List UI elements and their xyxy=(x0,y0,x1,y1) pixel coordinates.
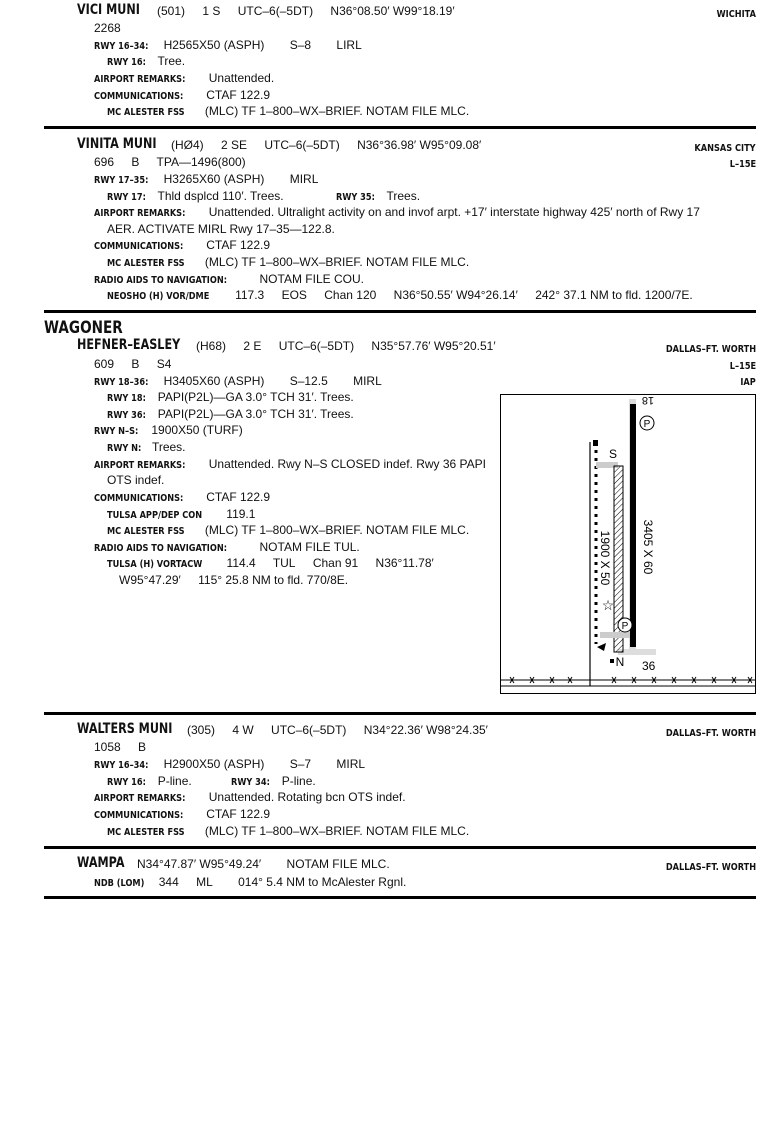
vinita-radio xyxy=(94,272,364,286)
vinita-radio-label: RADIO AIDS TO NAVIGATION: xyxy=(94,275,227,286)
vinita-navaid-chan: Chan 120 xyxy=(324,288,377,302)
vici-rwy-s: S–8 xyxy=(289,38,312,52)
wagoner-navaid-chan: Chan 91 xyxy=(312,556,359,570)
walters-comm-text: CTAF 122.9 xyxy=(206,807,271,821)
vici-remarks-label: AIRPORT REMARKS: xyxy=(94,74,186,85)
walters-fss xyxy=(107,824,469,838)
vici-remarks-text: Unattended. xyxy=(208,71,275,85)
vinita-coords: N36°36.98′ W95°09.08′ xyxy=(357,138,482,152)
wagoner-app-text: 119.1 xyxy=(226,507,256,521)
walters-utc: UTC–6(–5DT) xyxy=(271,723,347,737)
vici-ident: (501) xyxy=(157,4,186,18)
wagoner-navaid-lon: W95°47.29′ xyxy=(119,573,181,587)
vinita-navaid-freq: 117.3 xyxy=(235,288,265,302)
wagoner-chart: L–15E xyxy=(729,361,756,372)
wampa-coords: N34°47.87′ W95°49.24′ xyxy=(137,857,262,871)
vinita-rwy17-label: RWY 17: xyxy=(107,192,146,203)
vici-rwy16-text: Tree. xyxy=(157,54,186,68)
wagoner-ident: (H68) xyxy=(196,339,227,353)
wampa-notam: NOTAM FILE MLC. xyxy=(286,857,390,871)
wampa-sectional: DALLAS–FT. WORTH xyxy=(665,862,756,873)
vinita-navaid-brg: 242° 37.1 NM to fld. 1200/7E. xyxy=(535,288,693,302)
vinita-navaid-label: NEOSHO (H) VOR/DME xyxy=(107,291,210,302)
wagoner-elev: 609 xyxy=(94,357,115,371)
vinita-tpa: TPA—1496(800) xyxy=(156,155,246,169)
vinita-navaid-coords: N36°50.55′ W94°26.14′ xyxy=(393,288,518,302)
walters-comm xyxy=(94,807,270,821)
wagoner-rwy2-label: RWY N–S: xyxy=(94,426,139,437)
runway-18-36 xyxy=(630,404,636,647)
wagoner-app xyxy=(107,507,255,521)
vici-rwy-text: H2565X50 (ASPH) xyxy=(163,38,265,52)
wagoner-fuel2: S4 xyxy=(156,357,172,371)
vinita-comm xyxy=(94,238,270,252)
walters-rwy16-label: RWY 16: xyxy=(107,777,146,788)
vinita-fss-label: MC ALESTER FSS xyxy=(107,258,185,269)
wagoner-rwy36 xyxy=(107,407,354,421)
divider xyxy=(44,126,756,129)
vinita-fuel: B xyxy=(131,155,140,169)
walters-comm-label: COMMUNICATIONS: xyxy=(94,810,184,821)
wagoner-rwy2 xyxy=(94,423,243,437)
wagoner-name: HEFNER–EASLEY xyxy=(77,337,181,353)
vici-name: VICI MUNI xyxy=(77,2,140,18)
wagoner-comm-text: CTAF 122.9 xyxy=(206,490,271,504)
wagoner-rwy1-text: H3405X60 (ASPH) xyxy=(163,374,265,388)
wagoner-rwy2-text: 1900X50 (TURF) xyxy=(151,423,243,437)
vici-header-info xyxy=(157,4,455,18)
vinita-rwy-light: MIRL xyxy=(289,172,319,186)
vinita-chart: L–15E xyxy=(729,159,756,170)
vinita-remarks xyxy=(94,205,700,219)
airport-diagram xyxy=(500,394,757,696)
wagoner-elev-line xyxy=(94,357,171,371)
wagoner-remarks-text2: OTS indef. xyxy=(107,473,165,487)
wampa-ndb-freq: 344 xyxy=(158,875,179,889)
wagoner-comm xyxy=(94,490,270,504)
wagoner-rwyn xyxy=(107,440,186,454)
vici-sectional: WICHITA xyxy=(716,9,756,20)
runway-end-18-label: 18 xyxy=(641,394,655,406)
walters-fss-label: MC ALESTER FSS xyxy=(107,827,185,838)
papi-icon-label: P xyxy=(643,419,651,430)
vinita-navaid xyxy=(107,288,693,302)
walters-rwy-text: H2900X50 (ASPH) xyxy=(163,757,265,771)
wagoner-header-info xyxy=(196,339,496,353)
wagoner-app-label: TULSA APP/DEP CON xyxy=(107,510,203,521)
wagoner-rwy1-label: RWY 18–36: xyxy=(94,377,149,388)
wagoner-fss-text: (MLC) TF 1–800–WX–BRIEF. NOTAM FILE MLC. xyxy=(204,523,470,537)
vinita-rwy-text: H3265X60 (ASPH) xyxy=(163,172,265,186)
vinita-remarks-label: AIRPORT REMARKS: xyxy=(94,208,186,219)
runway-turf-dims: 1900 X 50 xyxy=(598,530,612,586)
walters-fss-text: (MLC) TF 1–800–WX–BRIEF. NOTAM FILE MLC. xyxy=(204,824,470,838)
divider xyxy=(44,712,756,715)
wagoner-fss xyxy=(107,523,469,537)
divider xyxy=(44,846,756,849)
wagoner-coords: N35°57.76′ W95°20.51′ xyxy=(371,339,496,353)
runway-main-dims: 3405 X 60 xyxy=(641,519,655,575)
vinita-fss xyxy=(107,255,469,269)
vici-utc: UTC–6(–5DT) xyxy=(237,4,314,18)
diagram-frame xyxy=(501,395,756,694)
vici-rwy16 xyxy=(107,54,185,68)
vinita-rwy17 xyxy=(107,189,284,203)
vinita-elev: 696 xyxy=(94,155,115,169)
vici-elev: 2268 xyxy=(94,21,121,35)
divider xyxy=(44,310,756,313)
walters-elev: 1058 xyxy=(94,740,121,754)
vinita-fss-text: (MLC) TF 1–800–WX–BRIEF. NOTAM FILE MLC. xyxy=(204,255,470,269)
walters-remarks xyxy=(94,790,406,804)
wagoner-navaid-freq: 114.4 xyxy=(226,556,256,570)
vinita-comm-label: COMMUNICATIONS: xyxy=(94,241,184,252)
wampa-ndb-brg: 014° 5.4 NM to McAlester Rgnl. xyxy=(238,875,407,889)
vici-dist: 1 S xyxy=(202,4,221,18)
vici-comm-text: CTAF 122.9 xyxy=(206,88,271,102)
obstruction-mark xyxy=(593,440,598,446)
wagoner-rwy18-label: RWY 18: xyxy=(107,393,146,404)
vinita-name: VINITA MUNI xyxy=(77,136,157,152)
vici-comm-label: COMMUNICATIONS: xyxy=(94,91,184,102)
walters-rwy-s: S–7 xyxy=(289,757,312,771)
wampa-ndb-id: ML xyxy=(196,875,213,889)
wagoner-navaid-id: TUL xyxy=(272,556,296,570)
walters-coords: N34°22.36′ W98°24.35′ xyxy=(363,723,488,737)
vinita-rwy35 xyxy=(336,189,420,203)
wagoner-remarks-text1: Unattended. Rwy N–S CLOSED indef. Rwy 36 PAPI xyxy=(208,457,487,471)
wagoner-fuel: B xyxy=(131,357,140,371)
walters-rwy xyxy=(94,757,365,771)
vinita-ident: (HØ4) xyxy=(171,138,204,152)
vinita-sectional: KANSAS CITY xyxy=(694,143,756,154)
wagoner-navaid-label: TULSA (H) VORTACW xyxy=(107,559,203,570)
divider xyxy=(44,896,756,899)
wagoner-utc: UTC–6(–5DT) xyxy=(278,339,355,353)
wagoner-rwyn-label: RWY N: xyxy=(107,443,142,454)
runway-end-s-label: S xyxy=(608,447,618,461)
wagoner-radio-label: RADIO AIDS TO NAVIGATION: xyxy=(94,543,227,554)
wagoner-rwy1-light: MIRL xyxy=(353,374,382,388)
wagoner-radio-text: NOTAM FILE TUL. xyxy=(259,540,360,554)
wagoner-navaid xyxy=(107,556,434,570)
vinita-dist: 2 SE xyxy=(221,138,248,152)
wagoner-rwy18-text: PAPI(P2L)—GA 3.0° TCH 31′. Trees. xyxy=(157,390,354,404)
wagoner-rwy1 xyxy=(94,374,382,388)
walters-name: WALTERS MUNI xyxy=(77,721,173,737)
vici-rwy-light: LIRL xyxy=(336,38,362,52)
wagoner-navaid-line2 xyxy=(119,573,348,587)
walters-rwy34 xyxy=(231,774,316,788)
vici-rwy16-label: RWY 16: xyxy=(107,57,146,68)
vici-fss-label: MC ALESTER FSS xyxy=(107,107,185,118)
runway-end-n-label: N xyxy=(615,655,625,669)
wagoner-dist: 2 E xyxy=(243,339,262,353)
wagoner-remarks xyxy=(94,457,486,471)
vinita-rwy35-label: RWY 35: xyxy=(336,192,375,203)
vinita-rwy17-text: Thld dsplcd 110′. Trees. xyxy=(157,189,284,203)
wagoner-remarks-label: AIRPORT REMARKS: xyxy=(94,460,186,471)
wagoner-rwy36-label: RWY 36: xyxy=(107,410,146,421)
vinita-rwy35-text: Trees. xyxy=(386,189,421,203)
wagoner-comm-label: COMMUNICATIONS: xyxy=(94,493,184,504)
wagoner-rwy18 xyxy=(107,390,354,404)
walters-rwy16-text: P-line. xyxy=(157,774,192,788)
wagoner-navaid-lat: N36°11.78′ xyxy=(375,556,434,570)
walters-rwy16 xyxy=(107,774,192,788)
vinita-rwy-label: RWY 17–35: xyxy=(94,175,149,186)
vici-header xyxy=(77,2,156,18)
vici-remarks xyxy=(94,71,274,85)
wampa-ndb-label: NDB (LOM) xyxy=(94,878,145,889)
vinita-radio-text: NOTAM FILE COU. xyxy=(259,272,364,286)
papi-icon-label: P xyxy=(621,621,629,632)
vinita-remarks-text2: AER. ACTIVATE MIRL Rwy 17–35—122.8. xyxy=(107,222,335,236)
wagoner-rwyn-text: Trees. xyxy=(151,440,186,454)
vici-rwy-label: RWY 16–34: xyxy=(94,41,149,52)
beacon-star-icon: ☆ xyxy=(601,597,615,613)
walters-dist: 4 W xyxy=(232,723,254,737)
wagoner-iap: IAP xyxy=(740,377,756,388)
vinita-navaid-id: EOS xyxy=(281,288,307,302)
wagoner-city: WAGONER xyxy=(44,318,123,338)
vinita-header-info xyxy=(171,138,481,152)
walters-header-info xyxy=(187,723,488,737)
walters-remarks-text: Unattended. Rotating bcn OTS indef. xyxy=(208,790,406,804)
walters-elev-line xyxy=(94,740,146,754)
vinita-utc: UTC–6(–5DT) xyxy=(264,138,340,152)
vinita-remarks-text1: Unattended. Ultralight activity on and invof arpt. +17′ interstate highway 425′ north of Rwy 17 xyxy=(208,205,700,219)
walters-remarks-label: AIRPORT REMARKS: xyxy=(94,793,186,804)
walters-rwy34-text: P-line. xyxy=(281,774,316,788)
wagoner-sectional: DALLAS–FT. WORTH xyxy=(665,344,756,355)
walters-sectional: DALLAS–FT. WORTH xyxy=(665,728,756,739)
walters-fuel: B xyxy=(138,740,147,754)
runway-end-36-label: 36 xyxy=(642,659,656,673)
vici-rwy xyxy=(94,38,362,52)
wampa-header-info xyxy=(137,857,390,871)
vinita-elev-line xyxy=(94,155,246,169)
walters-rwy34-label: RWY 34: xyxy=(231,777,270,788)
wagoner-navaid-brg: 115° 25.8 NM to fld. 770/8E. xyxy=(198,573,349,587)
vinita-rwy xyxy=(94,172,318,186)
walters-rwy-label: RWY 16–34: xyxy=(94,760,149,771)
vici-fss xyxy=(107,104,469,118)
vinita-comm-text: CTAF 122.9 xyxy=(206,238,271,252)
wagoner-rwy1-s: S–12.5 xyxy=(289,374,328,388)
wagoner-rwy36-text: PAPI(P2L)—GA 3.0° TCH 31′. Trees. xyxy=(157,407,354,421)
wampa-ndb xyxy=(94,875,406,889)
wagoner-radio xyxy=(94,540,360,554)
vici-coords: N36°08.50′ W99°18.19′ xyxy=(330,4,455,18)
wampa-name: WAMPA xyxy=(77,855,125,871)
wagoner-fss-label: MC ALESTER FSS xyxy=(107,526,185,537)
walters-rwy-light: MIRL xyxy=(336,757,366,771)
obstruction-mark xyxy=(610,659,614,663)
apron xyxy=(600,632,630,638)
walters-ident: (305) xyxy=(187,723,216,737)
vici-comm xyxy=(94,88,270,102)
vici-fss-text: (MLC) TF 1–800–WX–BRIEF. NOTAM FILE MLC. xyxy=(204,104,470,118)
